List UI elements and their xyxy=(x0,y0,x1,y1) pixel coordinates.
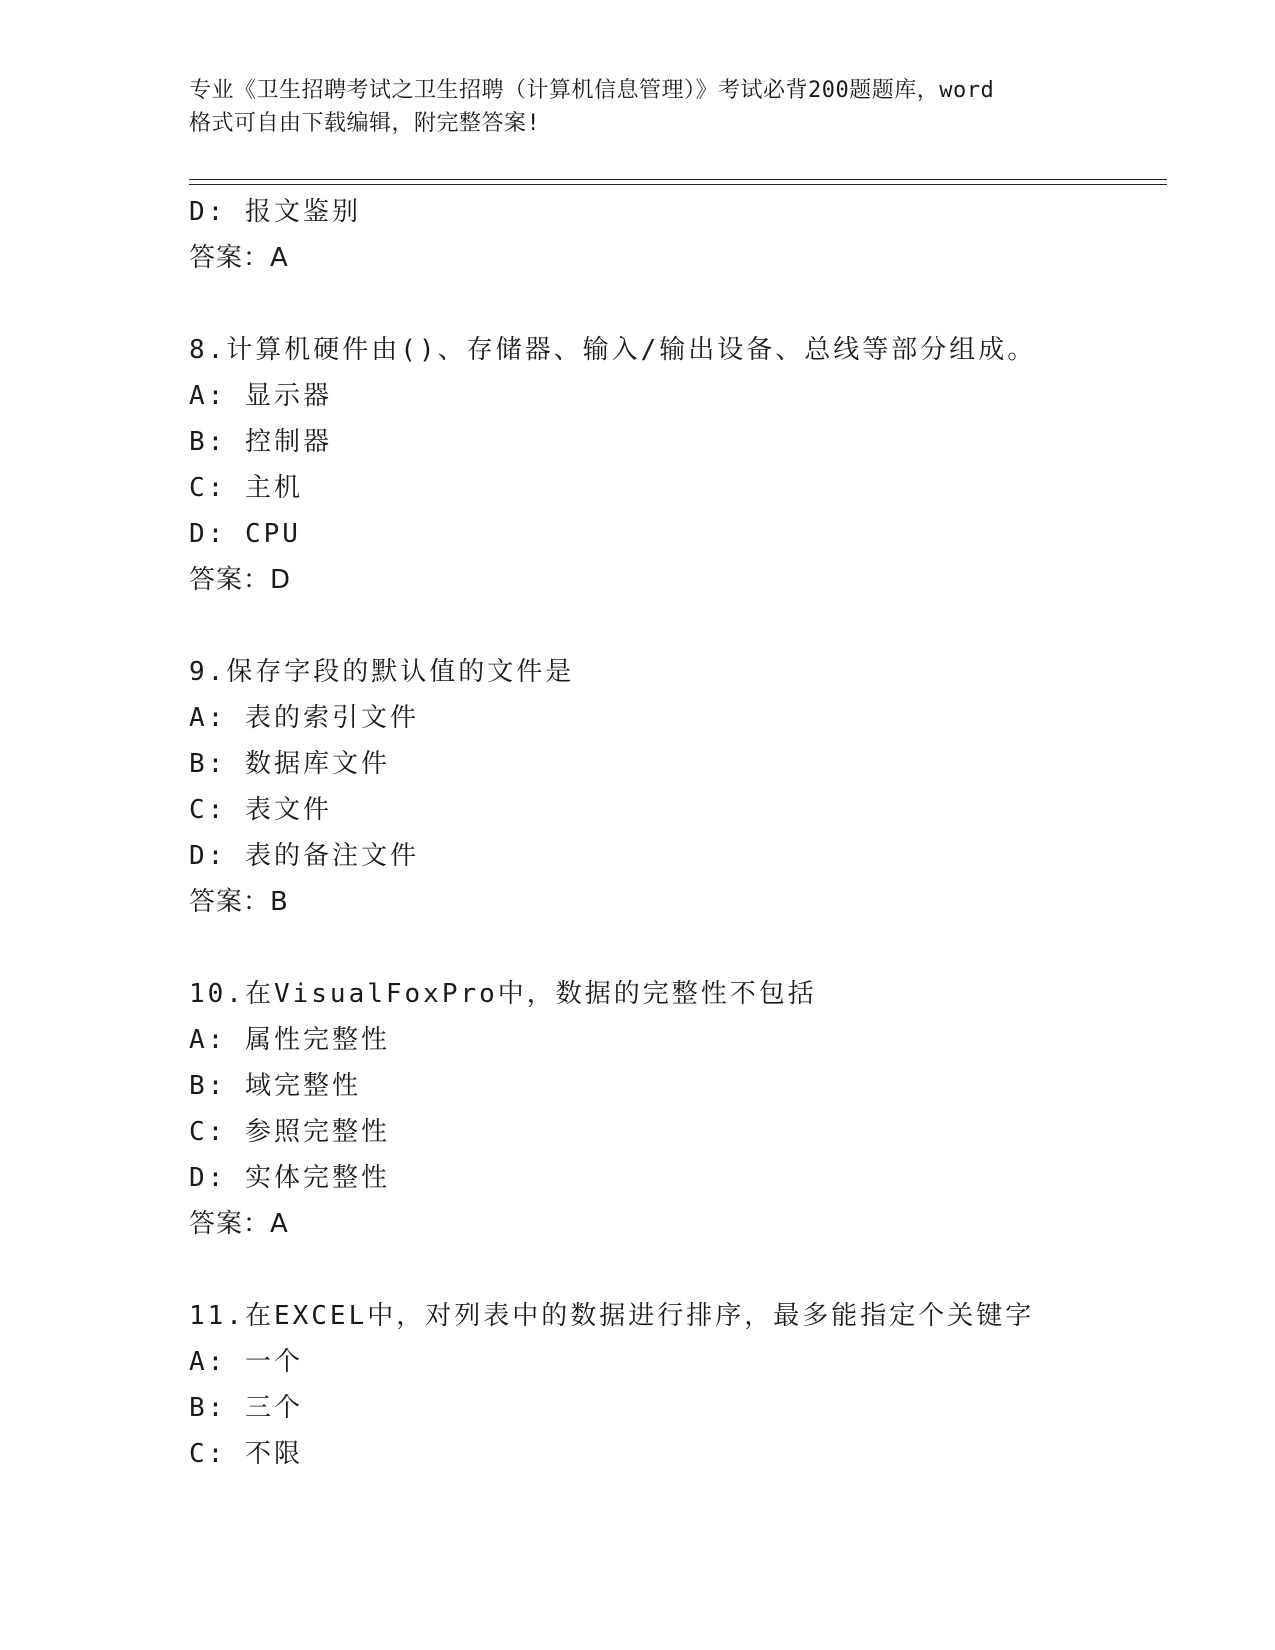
answer-label: 答案：D xyxy=(189,565,292,595)
option-d: D: 实体完整性 xyxy=(189,1163,390,1193)
answer-label: 答案：B xyxy=(189,887,289,917)
option-a: A: 表的索引文件 xyxy=(189,703,419,733)
option-d: D: 表的备注文件 xyxy=(189,841,419,871)
answer-label: 答案：A xyxy=(189,243,289,273)
option-c: C: 表文件 xyxy=(189,795,332,825)
question-text: 8.计算机硬件由()、存储器、输入/输出设备、总线等部分组成。 xyxy=(189,335,1037,365)
option-c: C: 参照完整性 xyxy=(189,1117,390,1147)
option-b: B: 数据库文件 xyxy=(189,749,390,779)
option-a: A: 一个 xyxy=(189,1347,303,1377)
answer-label: 答案：A xyxy=(189,1209,289,1239)
option-c: C: 主机 xyxy=(189,473,303,503)
header-line-1: 专业《卫生招聘考试之卫生招聘（计算机信息管理）》考试必背200题题库，word xyxy=(189,78,995,103)
question-block-10 xyxy=(189,971,1169,1247)
option-b: B: 控制器 xyxy=(189,427,332,457)
document-header xyxy=(189,74,1089,140)
question-block-7-tail xyxy=(189,189,1169,281)
question-block-11 xyxy=(189,1293,1169,1477)
header-divider-bottom xyxy=(189,184,1167,185)
option-d: D: CPU xyxy=(189,519,301,549)
question-text: 10.在VisualFoxPro中，数据的完整性不包括 xyxy=(189,979,817,1009)
question-text: 9.保存字段的默认值的文件是 xyxy=(189,657,575,687)
option-d: D: 报文鉴别 xyxy=(189,197,361,227)
question-block-9 xyxy=(189,649,1169,925)
option-c: C: 不限 xyxy=(189,1439,303,1469)
header-line-2: 格式可自由下载编辑，附完整答案! xyxy=(189,111,541,136)
option-b: B: 域完整性 xyxy=(189,1071,361,1101)
option-a: A: 显示器 xyxy=(189,381,332,411)
option-a: A: 属性完整性 xyxy=(189,1025,390,1055)
option-b: B: 三个 xyxy=(189,1393,303,1423)
header-divider-top xyxy=(189,179,1167,180)
question-block-8 xyxy=(189,327,1169,603)
question-list xyxy=(189,189,1169,1477)
question-text: 11.在EXCEL中，对列表中的数据进行排序，最多能指定个关键字 xyxy=(189,1301,1035,1331)
